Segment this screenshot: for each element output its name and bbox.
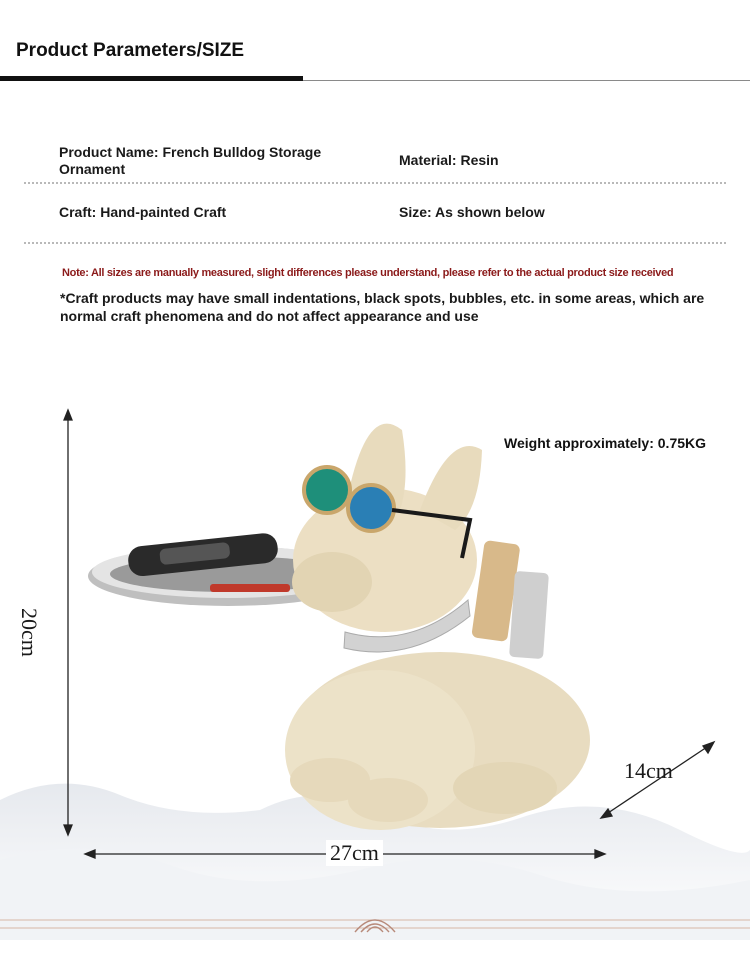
title-underline <box>0 76 303 81</box>
weight-label: Weight approximately: 0.75KG <box>504 435 707 451</box>
row-divider <box>24 182 726 184</box>
decorative-footer <box>0 912 750 936</box>
row-divider <box>24 242 726 244</box>
product-name: Product Name: French Bulldog Storage Ornament <box>59 144 322 177</box>
height-dimension: 20cm <box>17 608 42 657</box>
size-note: Note: All sizes are manually measured, slight differences please understand, please refer to the actual product size received <box>62 267 674 279</box>
title-divider <box>303 80 750 81</box>
depth-dimension: 14cm <box>624 758 673 783</box>
product-material: Material: Resin <box>399 152 499 168</box>
width-dimension: 27cm <box>326 840 383 866</box>
page-title: Product Parameters/SIZE <box>16 40 245 61</box>
product-size: Size: As shown below <box>399 204 545 220</box>
product-craft: Craft: Hand-painted Craft <box>59 204 227 220</box>
craft-note: *Craft products may have small indentations, black spots, bubbles, etc. in some areas, which are normal craft phenomena and do not affect appearance and use <box>60 290 705 324</box>
